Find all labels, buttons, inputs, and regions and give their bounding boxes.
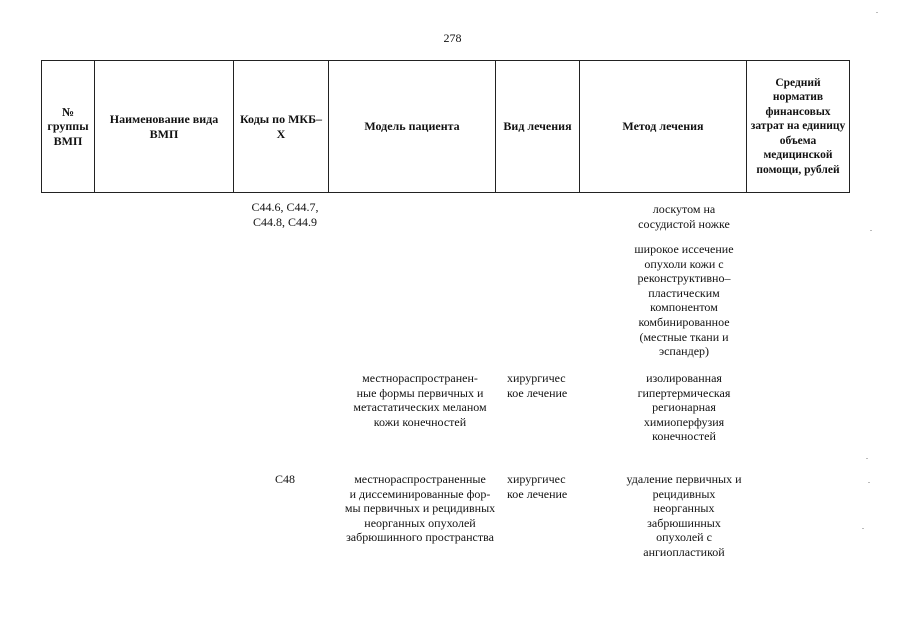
scan-speck <box>876 12 878 13</box>
row1-method-2: широкое иссечение опухоли кожи с реконструктивно– пластическим компонентом комбинированное (местные ткани и эспандер) <box>634 242 734 359</box>
scan-speck <box>870 230 872 231</box>
header-cost-norm: Средний норматив финансовых затрат на единицу объема медицинской помощи, рублей <box>747 60 850 193</box>
row3-method: удаление первичных и рецидивных неорганных забрюшинных опухолей с ангиопластикой <box>626 472 742 559</box>
row3-treatment-type: хирургичес кое лечение <box>507 472 568 501</box>
header-treatment-type: Вид лечения <box>496 60 580 193</box>
page-number: 278 <box>443 31 462 45</box>
row3-icd-codes: C48 <box>274 472 295 486</box>
row2-method: изолированная гипертермическая регионарная химиоперфузия конечностей <box>637 371 731 444</box>
header-vmp-name: Наименование вида ВМП <box>95 60 234 193</box>
header-group-number: № группы ВМП <box>41 60 95 193</box>
header-treatment-method: Метод лечения <box>580 60 747 193</box>
row2-treatment-type: хирургичес кое лечение <box>507 371 568 400</box>
scan-speck <box>868 482 870 483</box>
row1-method-1: лоскутом на сосудистой ножке <box>638 202 730 231</box>
header-patient-model: Модель пациента <box>329 60 496 193</box>
scan-speck <box>862 528 864 529</box>
scan-speck <box>866 458 868 459</box>
row1-icd-codes: C44.6, C44.7, C44.8, C44.9 <box>251 200 319 229</box>
row3-patient-model: местнораспространенные и диссеминированные фор- мы первичных и рецидивных неорганных опухолей забрюшинного пространства <box>344 472 496 545</box>
header-icd-codes: Коды по МКБ–Х <box>234 60 329 193</box>
row2-patient-model: местнораспространен- ные формы первичных и метастатических меланом кожи конечностей <box>353 371 487 429</box>
